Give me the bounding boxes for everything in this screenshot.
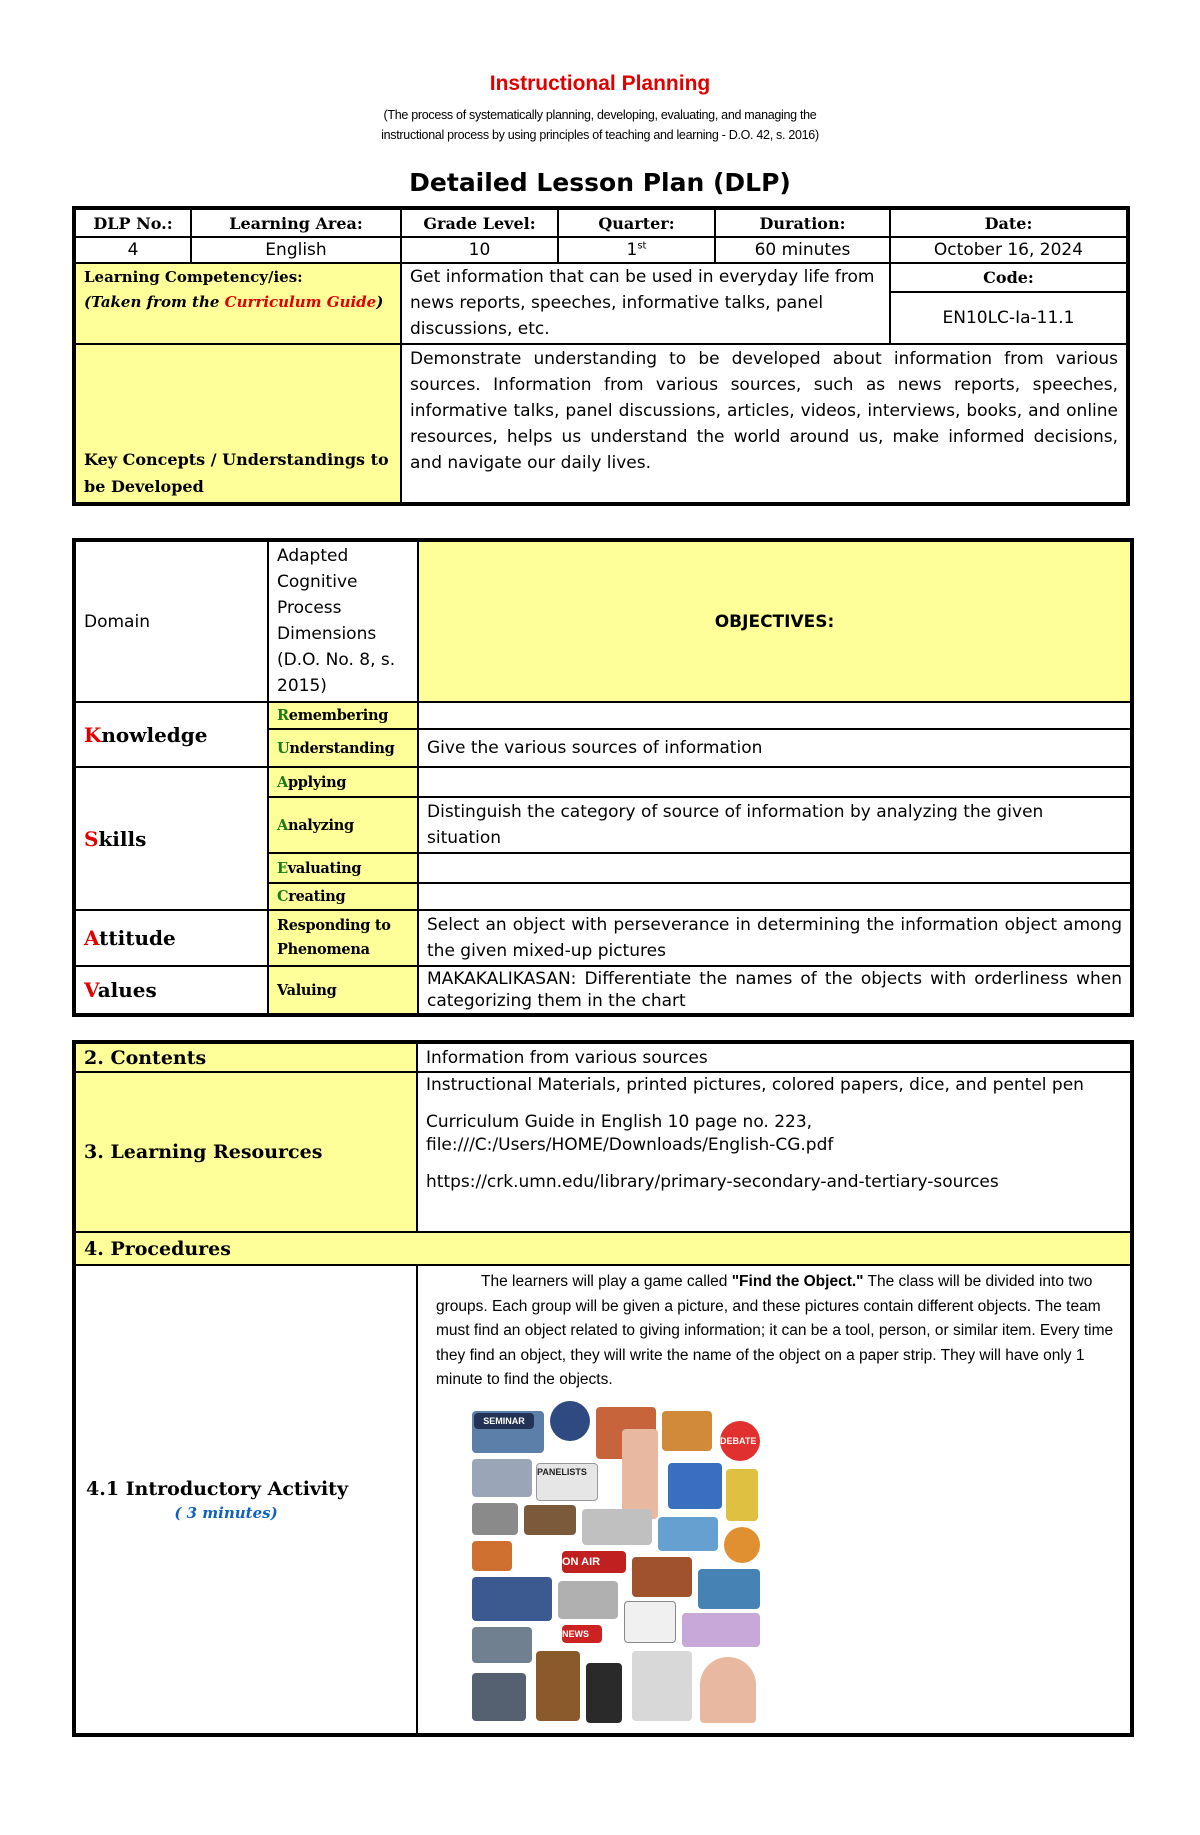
competency-text: Get information that can be used in everyday life from news reports, speeches, informative talks, panel discussions, etc. [401, 263, 890, 344]
domain-header: Domain [74, 540, 268, 702]
intro-activity-label-cell [74, 1265, 417, 1735]
books-image [726, 1469, 758, 1521]
intro-activity-label: 4.1 Introductory Activity [86, 1477, 348, 1500]
objective-responding: Select an object with perseverance in determining the information object among the given mixed-up pictures [418, 910, 1132, 966]
objective-analyzing: Distinguish the category of source of information by analyzing the given situation [418, 797, 1132, 853]
understanding-initial: U [277, 739, 290, 757]
code-value: EN10LC-Ia-11.1 [890, 292, 1128, 344]
writing-image [698, 1569, 760, 1609]
plan-title: Instructional Planning [489, 72, 711, 95]
speaker-image [550, 1401, 590, 1441]
duration-value: 60 minutes [715, 237, 890, 263]
on-air-image [562, 1551, 626, 1573]
competency-note-c: ) [376, 293, 384, 311]
subtitle-line-2: instructional process by using principles of teaching and learning - D.O. 42, s. 2016) [381, 128, 819, 142]
vintage-radio-image [524, 1505, 576, 1535]
dlp-no-value: 4 [74, 237, 191, 263]
intro-text-b: The class will be divided into two groups. Each group will be given a picture, and these pictures contain different objects. The team must find an object related to giving information; it can be a tool, person, or similar item. Every time they find an object, they will write the name of the object on a paper strip. They will have only 1 minute to find the objects. [436, 1273, 1114, 1388]
reporter-image [700, 1657, 756, 1723]
cpd-applying [268, 767, 418, 797]
knowledge-rest: nowledge [101, 722, 208, 747]
domain-skills [74, 767, 268, 910]
objective-creating [418, 883, 1132, 910]
cpd-remembering [268, 702, 418, 729]
objective-evaluating [418, 853, 1132, 883]
applying-rest: pplying [287, 773, 347, 791]
cpd-understanding [268, 729, 418, 767]
debate-image [720, 1421, 760, 1461]
procedures-table [72, 1040, 1134, 1737]
news-tag: NEWS [562, 1628, 589, 1639]
learning-area-value: English [191, 237, 401, 263]
podcast-image [668, 1463, 722, 1509]
code-label: Code: [890, 263, 1128, 292]
resources-label: 3. Learning Resources [74, 1072, 417, 1232]
intro-text-a: The learners will play a game called [481, 1273, 732, 1290]
laptop-image [682, 1613, 760, 1647]
grade-level-value: 10 [401, 237, 558, 263]
quarter-number: 1 [626, 240, 638, 260]
objective-remembering [418, 702, 1132, 729]
speaker-woman-image [622, 1429, 658, 1519]
objectives-header: OBJECTIVES: [418, 540, 1132, 702]
competency-label-cell [74, 263, 401, 344]
creating-initial: C [277, 888, 289, 905]
values-initial: V [84, 978, 98, 1002]
cpd-evaluating [268, 853, 418, 883]
podium-image [536, 1651, 580, 1721]
intro-game-name: "Find the Object." [731, 1273, 864, 1290]
remembering-rest: emembering [288, 707, 389, 724]
radio-image [472, 1503, 518, 1535]
analyzing-initial: A [277, 816, 288, 834]
duration-label: Duration: [715, 208, 890, 237]
attitude-initial: A [84, 926, 100, 950]
intro-activity-time: ( 3 minutes) [174, 1503, 278, 1522]
crowd-image [582, 1509, 652, 1545]
intro-activity-content [417, 1265, 1132, 1735]
news-image [562, 1625, 602, 1643]
plan-subtitle [0, 105, 1200, 145]
cpd-creating [268, 883, 418, 910]
cpd-analyzing [268, 797, 418, 853]
values-rest: alues [97, 978, 157, 1002]
applying-initial: A [277, 773, 288, 791]
competency-note [84, 290, 392, 315]
chef-image [624, 1601, 676, 1643]
date-label: Date: [890, 208, 1128, 237]
contents-label: 2. Contents [74, 1042, 417, 1072]
evaluating-initial: E [277, 859, 288, 877]
pens-image [558, 1581, 618, 1619]
dlp-no-label: DLP No.: [74, 208, 191, 237]
seminar-image [472, 1411, 544, 1453]
contents-text: Information from various sources [417, 1042, 1132, 1072]
domain-values [74, 966, 268, 1015]
key-concepts-text: Demonstrate understanding to be developed about information from various sources. Information from various sources, such as news reports, speeches, informative talks, panel discussions, articles, videos, interviews, books, and online resources, helps us understand the world around us, make informed decisions, and navigate our daily lives. [401, 344, 1128, 504]
evaluating-rest: valuating [287, 859, 362, 877]
notebook-image [472, 1627, 532, 1663]
gloves-image [472, 1577, 552, 1621]
panelists-tag: PANELISTS [537, 1466, 587, 1477]
panelists-image [536, 1463, 598, 1501]
domain-knowledge [74, 702, 268, 767]
domain-attitude [74, 910, 268, 966]
competency-note-a: (Taken from the [84, 293, 225, 311]
competency-note-b: Curriculum Guide [224, 293, 377, 311]
dlp-info-table [72, 206, 1130, 506]
skills-initial: S [84, 826, 99, 851]
find-the-object-picture [472, 1401, 760, 1727]
knowledge-initial: K [84, 722, 102, 747]
resources-line-3[interactable]: https://crk.umn.edu/library/primary-secondary-and-tertiary-sources [426, 1172, 999, 1192]
competency-label: Learning Competency/ies: [84, 268, 303, 286]
doodle-image [632, 1651, 692, 1721]
tools-image [472, 1541, 512, 1571]
debate-tag: DEBATE [720, 1435, 757, 1446]
objectives-table [72, 538, 1134, 1017]
key-concepts-label: Key Concepts / Understandings to be Developed [74, 344, 401, 504]
remembering-initial: R [277, 707, 289, 724]
cpd-responding: Responding to Phenomena [268, 910, 418, 966]
intro-activity-text [436, 1270, 1122, 1393]
grade-level-label: Grade Level: [401, 208, 558, 237]
date-value: October 16, 2024 [890, 237, 1128, 263]
creating-rest: reating [288, 888, 346, 905]
attitude-rest: ttitude [99, 926, 176, 950]
understanding-rest: nderstanding [289, 739, 395, 757]
resources-line-1: Instructional Materials, printed pictures, colored papers, dice, and pentel pen [426, 1075, 1084, 1095]
discussion-image [658, 1517, 718, 1551]
helmet-image [724, 1527, 760, 1563]
objective-understanding: Give the various sources of information [418, 729, 1132, 767]
procedures-label: 4. Procedures [74, 1232, 1132, 1265]
food-image [662, 1411, 712, 1451]
cpd-valuing: Valuing [268, 966, 418, 1015]
quarter-suffix: st [637, 240, 647, 252]
skills-rest: kills [98, 826, 147, 851]
resources-text [417, 1072, 1132, 1232]
subtitle-line-1: (The process of systematically planning, developing, evaluating, and managing the [383, 108, 817, 122]
resources-line-2: Curriculum Guide in English 10 page no. 223, file:///C:/Users/HOME/Downloads/English-CG.pdf [426, 1112, 834, 1155]
audience-image [472, 1459, 532, 1497]
dlp-title: Detailed Lesson Plan (DLP) [409, 168, 791, 197]
objective-applying [418, 767, 1132, 797]
seminar-tag: SEMINAR [474, 1413, 534, 1429]
learning-area-label: Learning Area: [191, 208, 401, 237]
quarter-label: Quarter: [558, 208, 715, 237]
on-air-tag: ON AIR [562, 1555, 601, 1568]
quarter-value [558, 237, 715, 263]
objective-valuing: MAKAKALIKASAN: Differentiate the names of the objects with orderliness when categorizing them in the chart [418, 966, 1132, 1015]
toolbox-image [632, 1557, 692, 1597]
speaker-box-image [586, 1663, 622, 1723]
camera-image [472, 1673, 526, 1721]
analyzing-rest: nalyzing [287, 816, 354, 834]
cpd-header: Adapted Cognitive Process Dimensions (D.O. No. 8, s. 2015) [268, 540, 418, 702]
